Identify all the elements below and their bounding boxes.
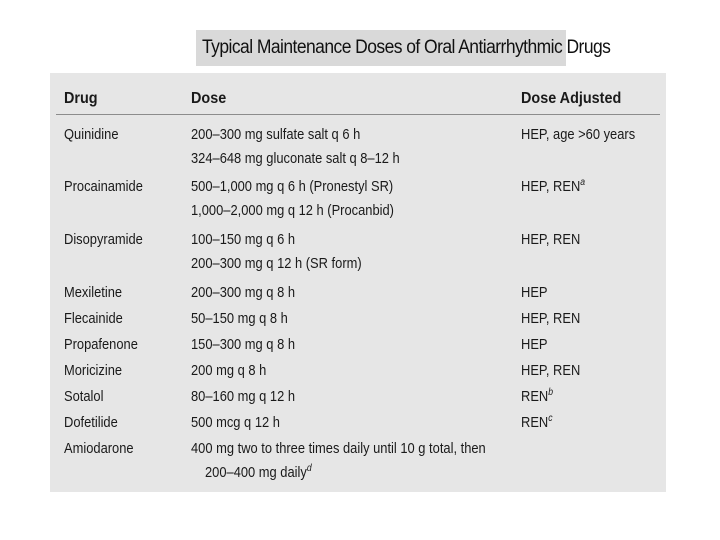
cell-drug: Sotalol bbox=[64, 388, 104, 405]
cell-drug: Amiodarone bbox=[64, 440, 134, 457]
footnote-marker: b bbox=[548, 387, 554, 398]
table-title: Typical Maintenance Doses of Oral Antiarrhythmic Drugs bbox=[202, 37, 611, 58]
cell-dose-adjusted: HEP bbox=[521, 336, 548, 353]
cell-dose: 200–300 mg q 8 h bbox=[191, 284, 296, 301]
cell-dose: 100–150 mg q 6 h bbox=[191, 231, 296, 248]
cell-dose-adjusted: HEP bbox=[521, 284, 548, 301]
cell-drug: Mexiletine bbox=[64, 284, 123, 301]
cell-dose: 324–648 mg gluconate salt q 8–12 h bbox=[191, 150, 400, 167]
cell-dose: 200–300 mg sulfate salt q 6 h bbox=[191, 126, 361, 143]
cell-dose: 80–160 mg q 12 h bbox=[191, 388, 296, 405]
header-dose-adjusted: Dose Adjusted bbox=[521, 90, 622, 107]
cell-dose-adjusted: HEP, REN bbox=[521, 231, 581, 248]
cell-drug: Quinidine bbox=[64, 126, 119, 143]
table-title-box bbox=[196, 30, 611, 66]
cell-dose-adjusted: HEP, REN bbox=[521, 310, 581, 327]
cell-drug: Procainamide bbox=[64, 178, 143, 195]
cell-drug: Propafenone bbox=[64, 336, 138, 353]
footnote-marker: a bbox=[580, 177, 586, 188]
footnote-marker: d bbox=[306, 463, 312, 474]
cell-dose-adjusted: HEP, REN bbox=[521, 362, 581, 379]
cell-dose: 500 mcg q 12 h bbox=[191, 414, 280, 431]
cell-drug: Dofetilide bbox=[64, 414, 118, 431]
cell-dose-adjusted: HEP, REN$^a$ bbox=[521, 177, 586, 195]
cell-dose-adjusted: REN$^c$ bbox=[521, 413, 553, 431]
footnote-marker: c bbox=[548, 413, 553, 424]
header-divider bbox=[56, 114, 660, 115]
cell-dose: 1,000–2,000 mg q 12 h (Procanbid) bbox=[191, 202, 394, 219]
cell-drug: Disopyramide bbox=[64, 231, 143, 248]
header-dose: Dose bbox=[191, 90, 227, 107]
cell-dose: 200–300 mg q 12 h (SR form) bbox=[191, 255, 362, 272]
cell-dose: 200 mg q 8 h bbox=[191, 362, 267, 379]
cell-dose: 500–1,000 mg q 6 h (Pronestyl SR) bbox=[191, 178, 394, 195]
cell-drug: Moricizine bbox=[64, 362, 123, 379]
cell-dose: 150–300 mg q 8 h bbox=[191, 336, 296, 353]
cell-dose: 200–400 mg daily$^d$ bbox=[205, 463, 312, 481]
cell-drug: Flecainide bbox=[64, 310, 123, 327]
cell-dose-adjusted: HEP, age >60 years bbox=[521, 126, 636, 143]
cell-dose-adjusted: REN$^b$ bbox=[521, 387, 554, 405]
cell-dose: 400 mg two to three times daily until 10 g total, then bbox=[191, 440, 486, 457]
header-drug: Drug bbox=[64, 90, 98, 107]
cell-dose: 50–150 mg q 8 h bbox=[191, 310, 288, 327]
